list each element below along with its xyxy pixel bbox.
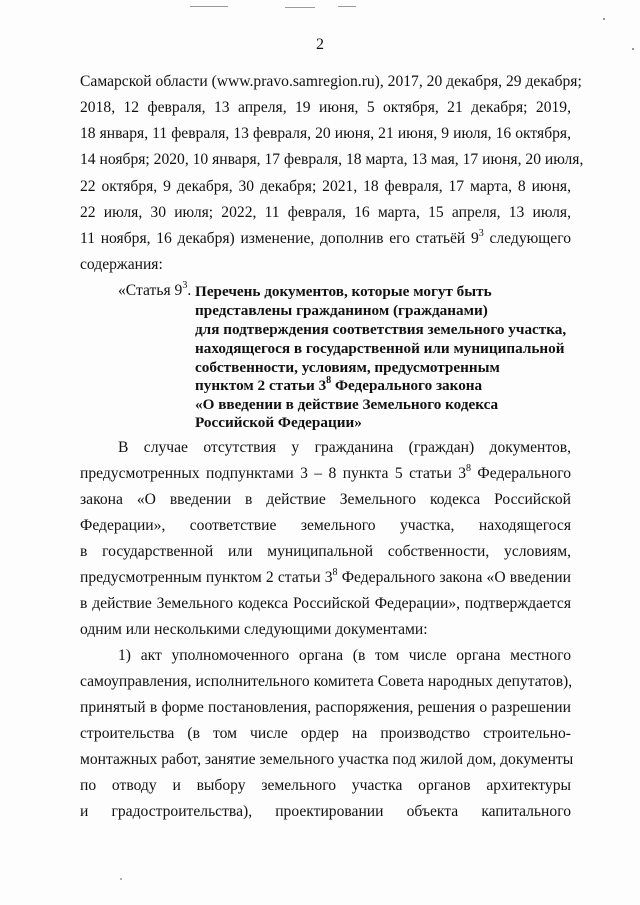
article-label-dot: .	[187, 282, 192, 299]
list-item-line: по отводу и выбору земельного участка органов архитектуры	[80, 777, 571, 794]
body-text: предусмотренных подпунктами 3 – 8 пункта 5 статьи 3	[80, 465, 467, 482]
body-line: 2018, 12 февраля, 13 апреля, 19 июня, 5 октября, 21 декабря; 2019,	[80, 99, 571, 116]
superscript: 8	[466, 462, 472, 474]
body-text: предусмотренным пунктом 2 статьи 3	[80, 569, 333, 586]
list-item-line: и градостроительства), проектировании объекта капитального	[80, 803, 571, 820]
body-line	[80, 566, 571, 587]
body-line: 18 января, 11 февраля, 13 февраля, 20 июня, 21 июня, 9 июля, 16 октября,	[80, 125, 571, 142]
article-title-line: для подтверждения соответствия земельного участка,	[195, 321, 567, 338]
body-line: в государственной или муниципальной собственности, условиям,	[80, 543, 571, 560]
article-title-line: «О введении в действие Земельного кодекса	[195, 396, 499, 413]
article-title-line: Перечень документов, которые могут быть	[195, 283, 492, 300]
article-title-line: собственности, условиям, предусмотренным	[195, 359, 500, 376]
scan-speck	[603, 18, 605, 20]
body-line: 22 октября, 9 декабря, 30 декабря; 2021, 18 февраля, 17 марта, 8 июня,	[80, 178, 571, 195]
superscript: 8	[326, 374, 332, 386]
body-line: закона «О введении в действие Земельного кодекса Российской	[80, 491, 571, 508]
body-line: содержания:	[80, 256, 163, 273]
body-line: Самарской области (www.pravo.samregion.ru), 2017, 20 декабря, 29 декабря;	[80, 73, 582, 90]
body-line: одним или несколькими следующими документами:	[80, 621, 428, 638]
list-item-line: монтажных работ, занятие земельного участка под жилой дом, документы	[80, 751, 574, 768]
scan-mark	[338, 6, 356, 7]
scan-mark	[285, 7, 315, 8]
body-text: 11 ноября, 16 декабря) изменение, дополнив его статьёй 9	[80, 230, 479, 247]
page-number: 2	[316, 36, 324, 53]
scan-mark	[190, 6, 228, 7]
body-line	[80, 462, 572, 483]
body-text: следующего	[483, 230, 571, 247]
body-line: Федерации», соответствие земельного участка, находящегося	[80, 517, 571, 534]
list-item-line: принятый в форме постановления, распоряжения, решения о разрешении	[80, 699, 571, 716]
body-line: В случае отсутствия у гражданина (граждан) документов,	[118, 439, 571, 456]
superscript: 8	[332, 566, 338, 578]
article-title-line: находящегося в государственной или муниципальной	[195, 340, 565, 357]
body-line: в действие Земельного кодекса Российской Федерации», подтверждается	[80, 595, 571, 612]
list-item-line: самоуправления, исполнительного комитета Совета народных депутатов),	[80, 673, 573, 690]
superscript: 3	[478, 227, 484, 239]
article-title-text: пунктом 2 статьи 3	[195, 377, 327, 394]
list-item-line: строительства (в том числе ордер на производство строительно-	[80, 725, 571, 742]
article-title-text: Федерального закона	[331, 377, 483, 394]
body-text: Федерального	[471, 465, 572, 482]
body-line	[80, 227, 571, 248]
scan-speck	[120, 878, 122, 880]
article-title-line	[195, 374, 575, 394]
body-line: 22 июля, 30 июля; 2022, 11 февраля, 16 марта, 15 апреля, 13 июля,	[80, 204, 571, 221]
article-title-line: Российской Федерации»	[195, 414, 362, 431]
body-line: 14 ноября; 2020, 10 января, 17 февраля, 18 марта, 13 мая, 17 июня, 20 июля,	[80, 151, 584, 168]
article-label	[118, 279, 192, 300]
body-text: Федерального закона «О введении	[337, 569, 571, 586]
article-label-text: «Статья 9	[118, 282, 183, 299]
list-item-line: 1) акт уполномоченного органа (в том числе органа местного	[118, 647, 571, 664]
article-title-line: представлены гражданином (гражданами)	[195, 302, 488, 319]
superscript: 3	[182, 279, 188, 291]
